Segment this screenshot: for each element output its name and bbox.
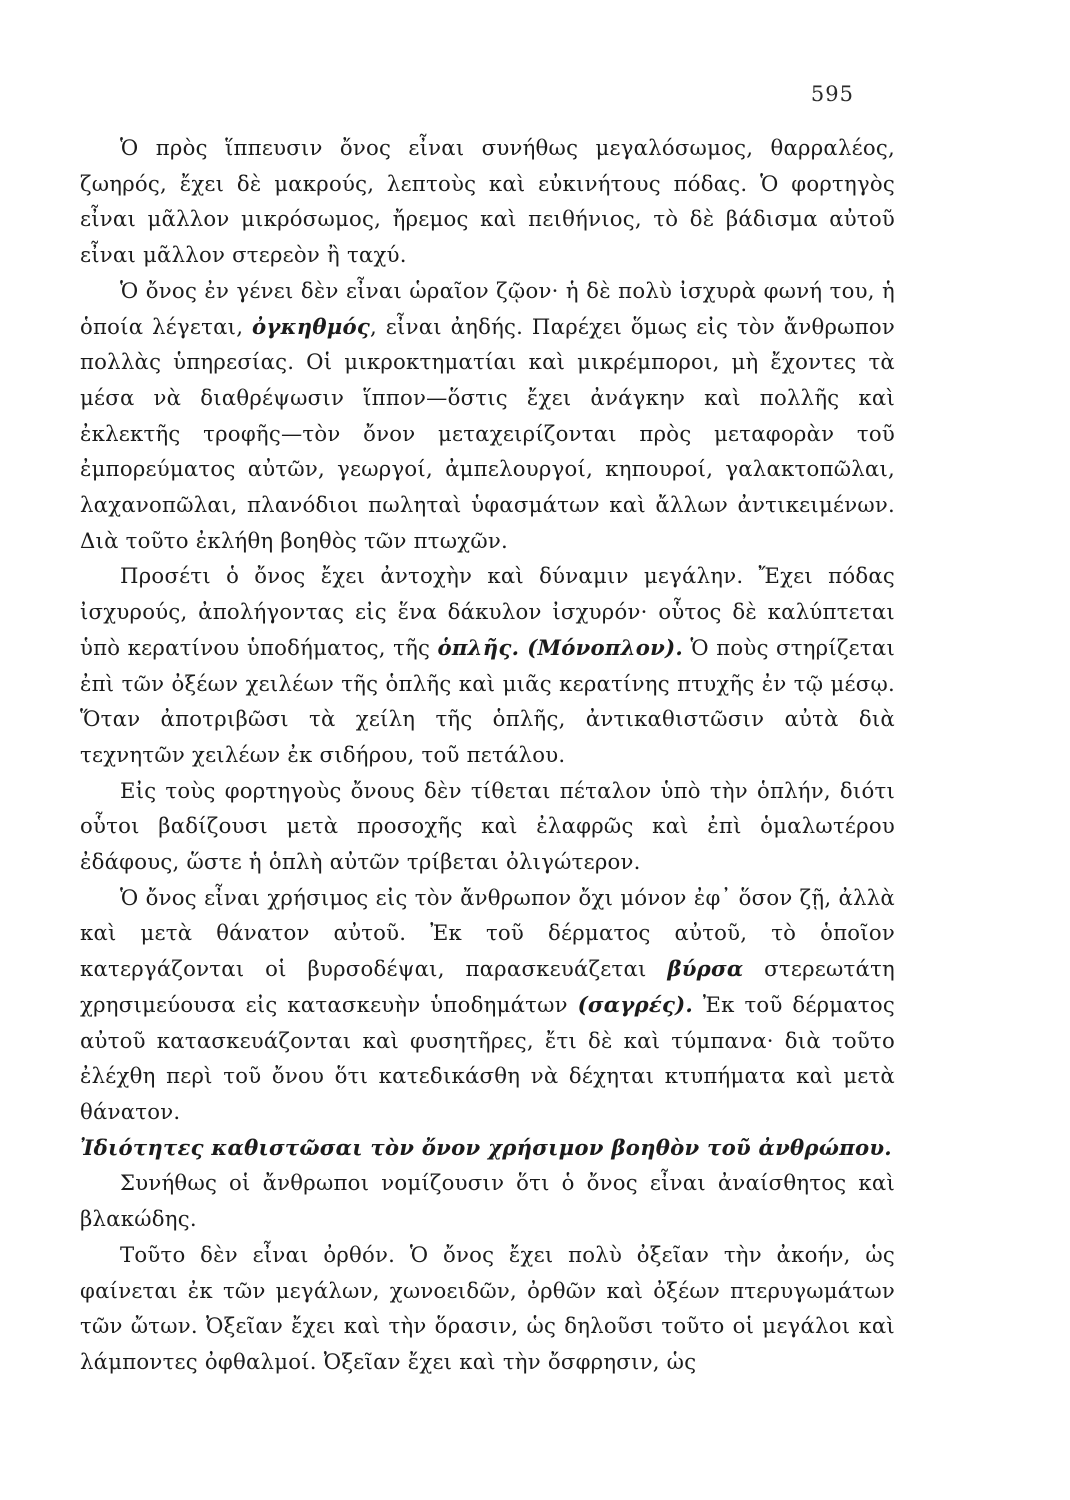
emphasized-term: ὀγκηθμός bbox=[251, 313, 371, 339]
paragraph bbox=[80, 558, 895, 772]
text-run: Εἰς τοὺς φορτηγοὺς ὄνους δὲν τίθεται πέταλον ὑπὸ τὴν ὁπλήν, διότι οὗτοι βαδίζουσι μετὰ προσοχῆς καὶ ἐλαφρῶς καὶ ἐπὶ ὁμαλωτέρου ἐδάφους, ὥστε ἡ ὁπλὴ αὐτῶν τρίβεται ὀλιγώτερον. bbox=[80, 777, 895, 875]
text-run: Προσέτι ὁ ὄνος ἔχει ἀντοχὴν καὶ δύναμιν μεγάλην. Ἔχει πόδας ἰσχυρούς, ἀπολήγοντας εἰς ἕνα δάκυλον ἰσχυρόν· οὗτος δὲ καλύπτεται ὑπὸ κερατίνου ὑποδήματος, τῆς bbox=[80, 563, 895, 660]
paragraph bbox=[80, 1165, 895, 1236]
text-run: στερεωτάτη χρησιμεύουσα εἰς κατασκευὴν ὑποδημάτων bbox=[80, 956, 895, 1017]
paragraph bbox=[80, 880, 895, 1130]
text-run: Ὁ ποὺς στηρίζεται ἐπὶ τῶν ὀξέων χειλέων τῆς ὁπλῆς καὶ μιᾶς κερατίνης πτυχῆς ἐν τῷ μέσῳ. Ὅταν ἀποτριβῶσι τὰ χείλη τῆς ὁπλῆς, ἀντικαθιστῶσιν αὐτὰ διὰ τεχνητῶν χειλέων ἐκ σιδήρου, τοῦ πετάλου. bbox=[80, 634, 895, 767]
paragraph bbox=[80, 773, 895, 880]
heading-text: Ἰδιότητες καθιστῶσαι τὸν ὄνον χρήσιμον βοηθὸν τοῦ ἀνθρώπου. bbox=[80, 1134, 892, 1160]
text-run: Ὁ ὄνος ἐν γένει δὲν εἶναι ὡραῖον ζῷον· ἡ δὲ πολὺ ἰσχυρὰ φωνή του, ἡ ὁποία λέγεται, bbox=[80, 277, 895, 339]
paragraph bbox=[80, 130, 895, 273]
text-run: Ὁ ὄνος εἶναι χρήσιμος εἰς τὸν ἄνθρωπον ὄχι μόνον ἐφ᾽ ὅσον ζῇ, ἀλλὰ καὶ μετὰ θάνατον αὐτοῦ. Ἐκ τοῦ δέρματος αὐτοῦ, τὸ ὁποῖον κατεργάζονται οἱ βυρσοδέψαι, παρασκευάζεται bbox=[80, 884, 895, 982]
body-text bbox=[80, 130, 895, 1380]
text-run: , εἶναι ἀηδής. Παρέχει ὅμως εἰς τὸν ἄνθρωπον πολλὰς ὑπηρεσίας. Οἱ μικροκτηματίαι καὶ μικρέμποροι, μὴ ἔχοντες τὰ μέσα νὰ διαθρέψωσιν ἵππον—ὅστις ἔχει ἀνάγκην καὶ πολλῆς καὶ ἐκλεκτῆς τροφῆς—τὸν ὄνον μεταχειρίζονται πρὸς μεταφορὰν τοῦ ἐμπορεύματος αὐτῶν, γεωργοί, ἀμπελουργοί, κηπουροί, γαλακτοπῶλαι, λαχανοπῶλαι, πλανόδιοι πωληταὶ ὑφασμάτων καὶ ἄλλων ἀντικειμένων. Διὰ τοῦτο ἐκλήθη βοηθὸς τῶν πτωχῶν. bbox=[80, 313, 896, 553]
paragraph bbox=[80, 273, 895, 559]
text-run: Συνήθως οἱ ἄνθρωποι νομίζουσιν ὅτι ὁ ὄνος εἶναι ἀναίσθητος καὶ βλακώδης. bbox=[80, 1170, 895, 1232]
paragraph bbox=[80, 1237, 895, 1380]
emphasized-term: ὁπλῆς. (Μόνοπλον). bbox=[437, 634, 684, 660]
emphasized-term: βύρσα bbox=[667, 956, 744, 982]
section-heading bbox=[80, 1130, 895, 1166]
text-run: Τοῦτο δὲν εἶναι ὀρθόν. Ὁ ὄνος ἔχει πολὺ ὀξεῖαν τὴν ἀκοήν, ὡς φαίνεται ἐκ τῶν μεγάλων, χωνοειδῶν, ὀρθῶν καὶ ὀξέων πτερυγωμάτων τῶν ὤτων. Ὀξεῖαν ἔχει καὶ τὴν ὅρασιν, ὡς δηλοῦσι τοῦτο οἱ μεγάλοι καὶ λάμποντες ὀφθαλμοί. Ὀξεῖαν ἔχει καὶ τὴν ὄσφρησιν, ὡς bbox=[80, 1241, 895, 1374]
page-number: 595 bbox=[810, 82, 854, 106]
text-run: Ὁ πρὸς ἵππευσιν ὄνος εἶναι συνήθως μεγαλόσωμος, θαρραλέος, ζωηρός, ἔχει δὲ μακρούς, λεπτοὺς καὶ εὐκινήτους πόδας. Ὁ φορτηγὸς εἶναι μᾶλλον μικρόσωμος, ἤρεμος καὶ πειθήνιος, τὸ δὲ βάδισμα αὐτοῦ εἶναι μᾶλλον στερεὸν ἢ ταχύ. bbox=[80, 135, 895, 268]
emphasized-term: (σαγρές). bbox=[577, 991, 694, 1017]
text-run: Ἐκ τοῦ δέρματος αὐτοῦ κατασκευάζονται καὶ φυσητῆρες, ἔτι δὲ καὶ τύμπανα· διὰ τοῦτο ἐλέχθη περὶ τοῦ ὄνου ὅτι κατεδικάσθη νὰ δέχηται κτυπήματα καὶ μετὰ θάνατον. bbox=[80, 991, 895, 1124]
